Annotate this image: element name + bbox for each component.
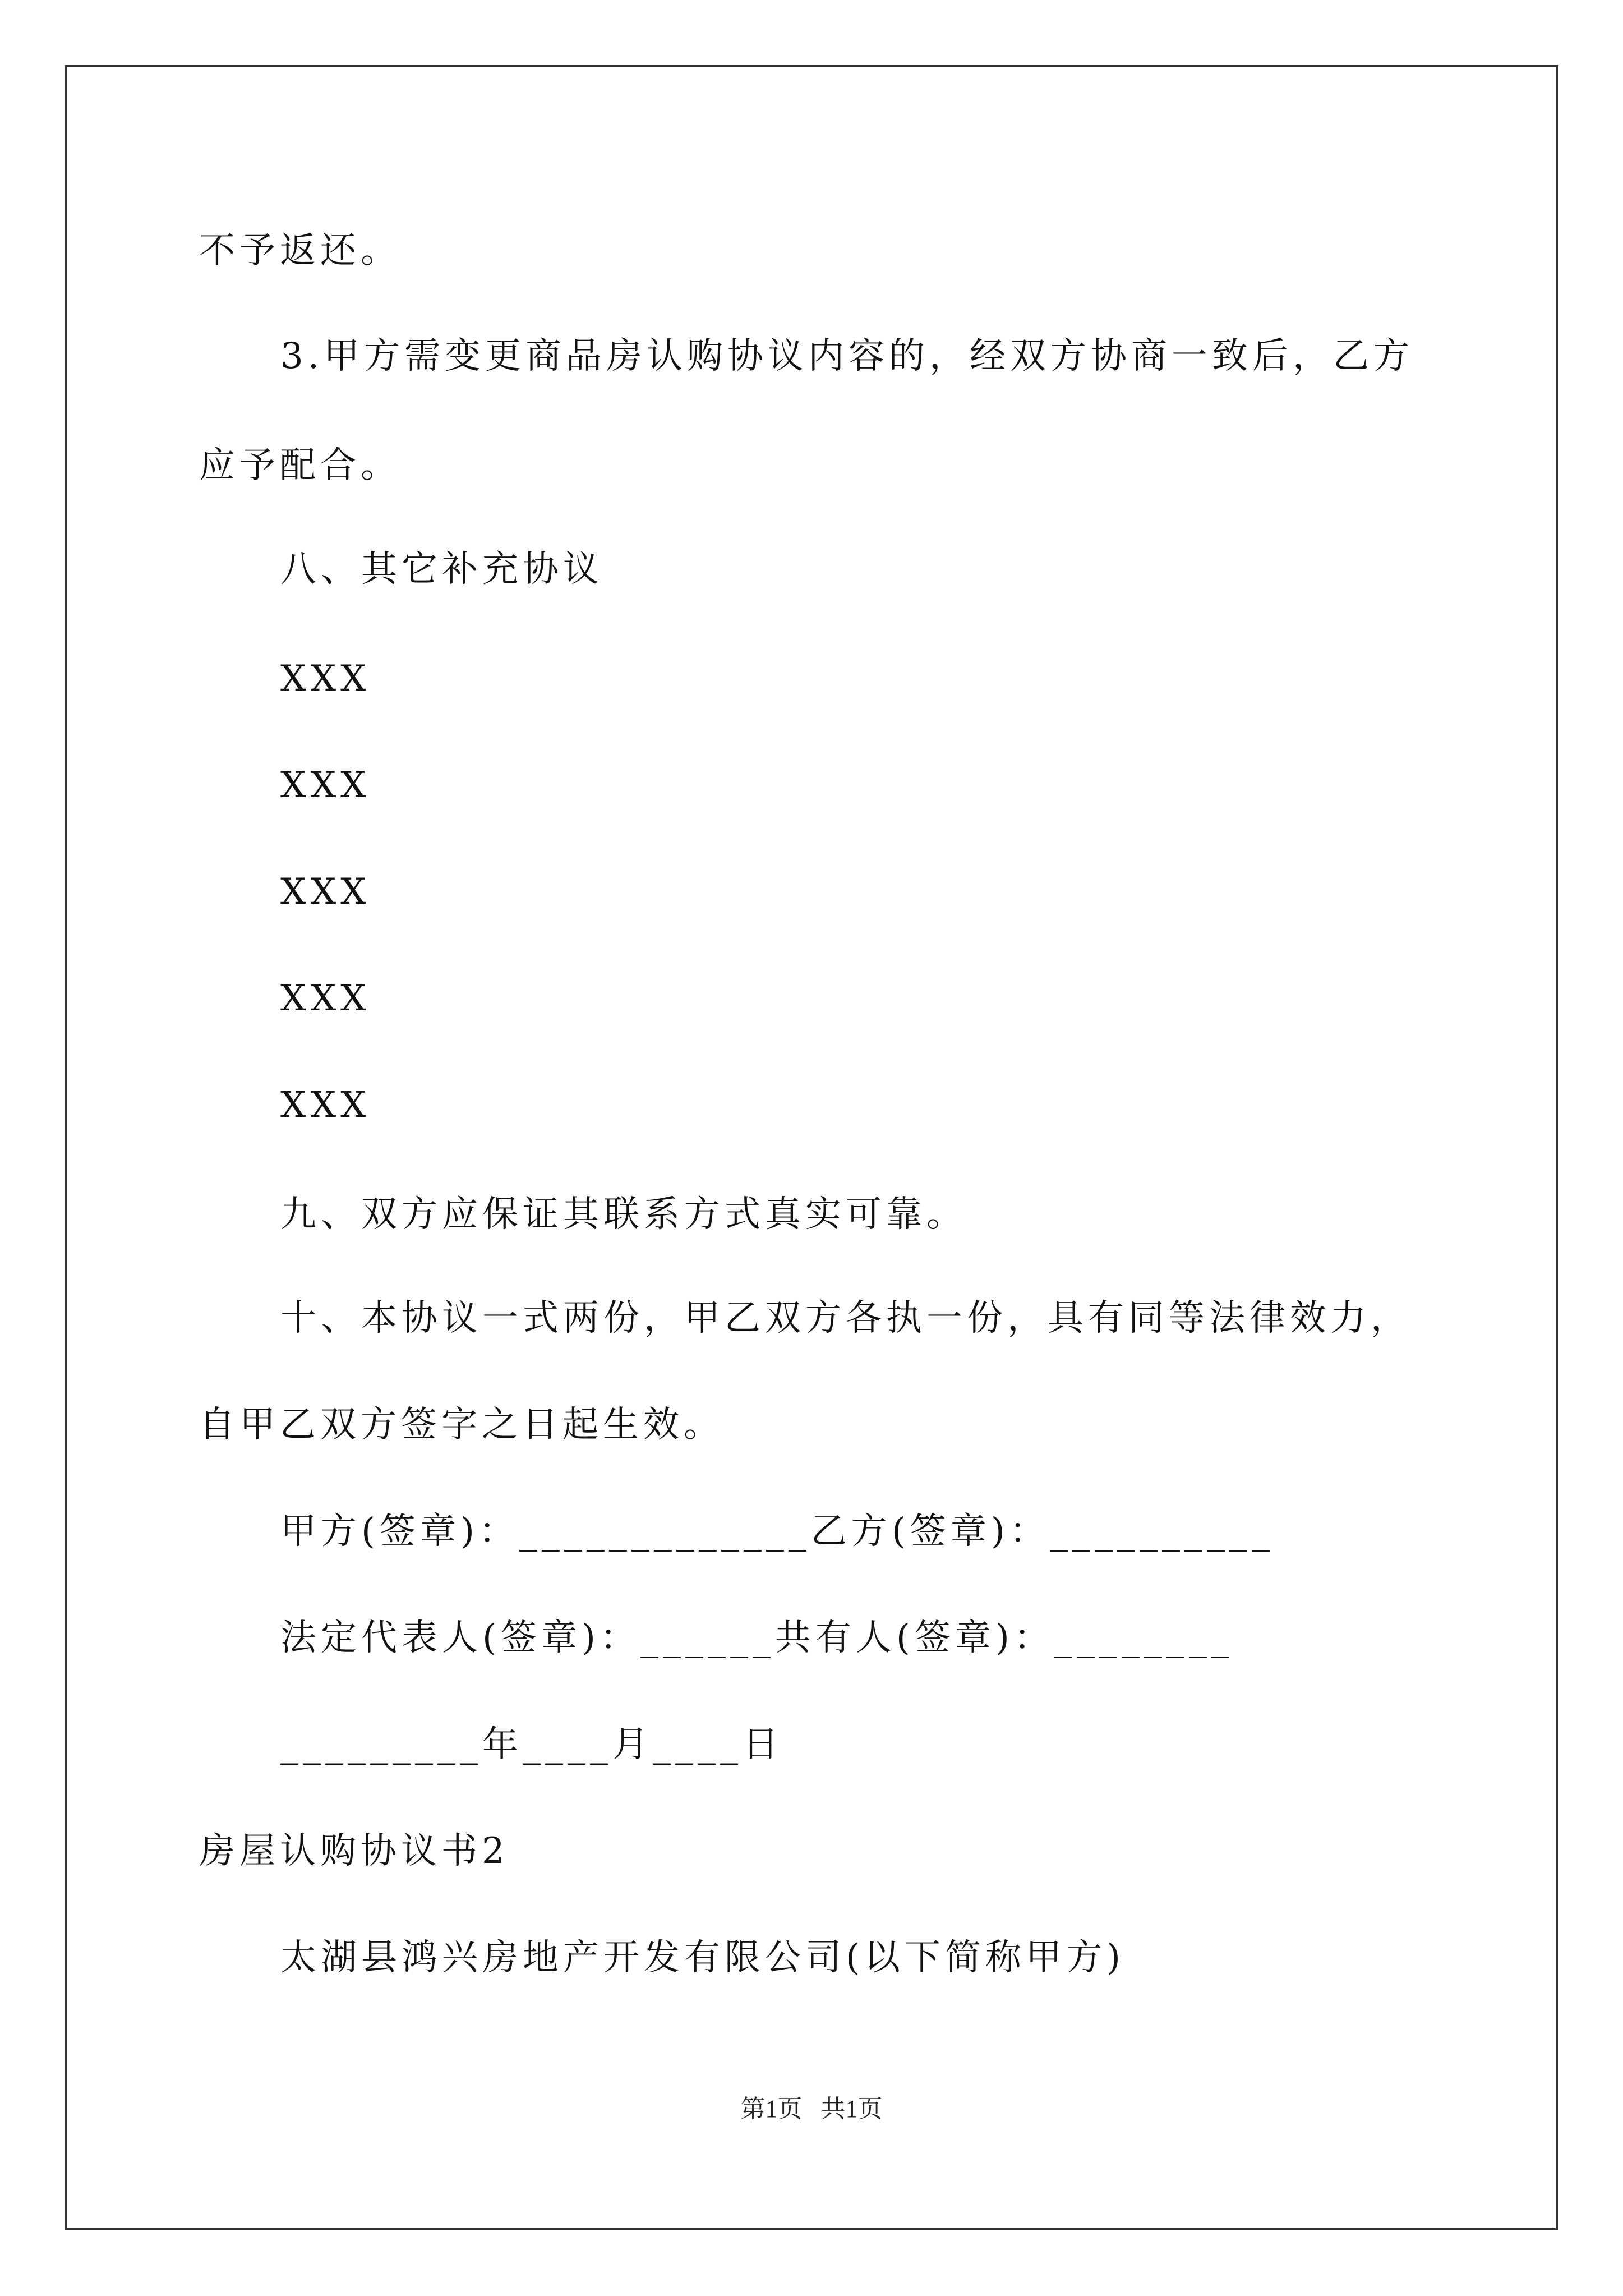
text-line: XXX	[280, 978, 371, 1019]
section-heading: 八、其它补充协议	[280, 549, 603, 590]
signature-line: 甲方(签章)：_____________乙方(签章)：__________	[280, 1511, 1274, 1552]
signature-line: 法定代表人(签章)：______共有人(签章)：________	[280, 1617, 1234, 1659]
text-line: 九、双方应保证其联系方式真实可靠。	[280, 1194, 967, 1235]
text-line: 不予返还。	[199, 230, 401, 272]
text-line: 太湖县鸿兴房地产开发有限公司(以下简称甲方)	[280, 1937, 1125, 1978]
text-line: XXX	[280, 658, 371, 700]
document-title: 房屋认购协议书2	[199, 1830, 509, 1872]
date-line: _________年____月____日	[280, 1724, 783, 1765]
text-line: 十、本协议一式两份，甲乙双方各执一份，具有同等法律效力，	[280, 1297, 1411, 1339]
text-line: XXX	[280, 871, 371, 913]
text-line: 3.甲方需变更商品房认购协议内容的，经双方协商一致后，乙方	[280, 335, 1414, 377]
text-line: XXX	[280, 765, 371, 806]
page-number-footer: 第1页 共1页	[740, 2095, 883, 2123]
text-line: 自甲乙双方签字之日起生效。	[199, 1404, 724, 1446]
text-line: XXX	[280, 1084, 371, 1126]
text-line: 应予配合。	[199, 445, 401, 486]
page-border	[65, 65, 1558, 2230]
